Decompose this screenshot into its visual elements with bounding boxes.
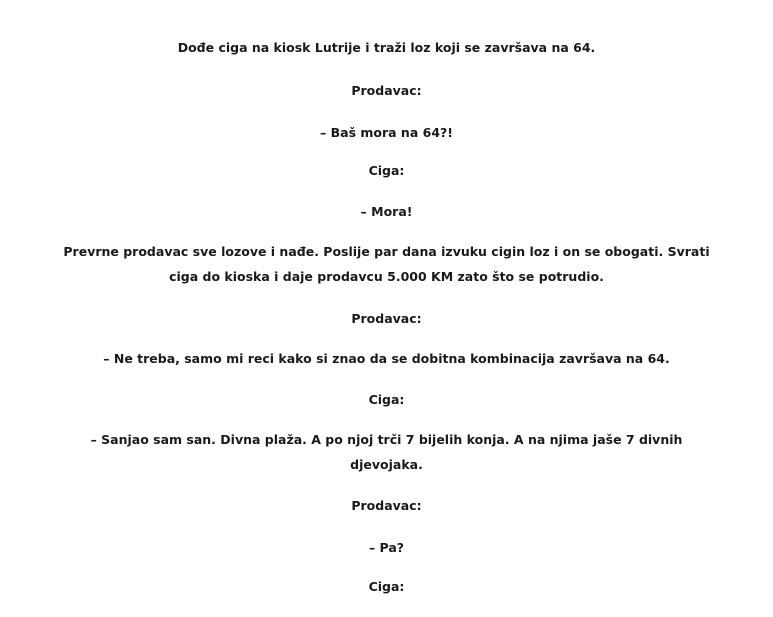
dialogue-paragraph-line: – Sanjao sam san. Divna plaža. A po njoj trči 7 bijelih konja. A na njima jaše 7 divnih	[90, 432, 683, 447]
dialogue-line: – Ne treba, samo mi reci kako si znao da se dobitna kombinacija završava na 64.	[103, 351, 670, 366]
dialogue-paragraph-line: djevojaka.	[350, 457, 423, 472]
speaker-label: Prodavac:	[351, 83, 422, 98]
dialogue-line: – Mora!	[360, 204, 413, 219]
speaker-label: Ciga:	[368, 163, 405, 178]
speaker-label: Ciga:	[368, 579, 405, 594]
narration-paragraph-line: ciga do kioska i daje prodavcu 5.000 KM zato što se potrudio.	[169, 269, 604, 284]
opening-paragraph: Dođe ciga na kiosk Lutrije i traži loz koji se završava na 64.	[177, 40, 596, 55]
speaker-label: Prodavac:	[351, 311, 422, 326]
dialogue-line: – Baš mora na 64?!	[320, 125, 453, 140]
dialogue-line: – Pa?	[368, 540, 405, 555]
speaker-label: Ciga:	[368, 392, 405, 407]
narration-paragraph-line: Prevrne prodavac sve lozove i nađe. Poslije par dana izvuku cigin loz i on se obogati. Svrati	[63, 244, 710, 259]
speaker-label: Prodavac:	[351, 498, 422, 513]
